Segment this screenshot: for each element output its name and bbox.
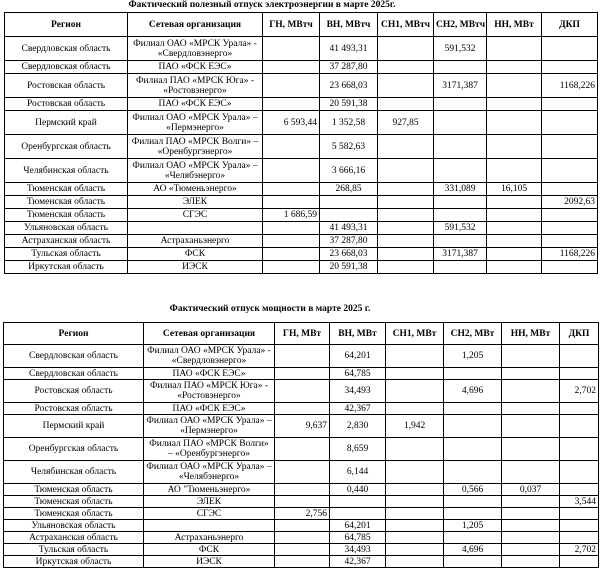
cell-dkp: [560, 556, 599, 568]
cell-region: Тюменская область: [4, 508, 144, 520]
cell-org: Филиал ПАО «МРСК Волги» – «Оренбургэнерго»: [128, 135, 263, 159]
cell-region: Ульяновская область: [4, 520, 144, 532]
cell-vn: 41 493,31: [320, 37, 378, 61]
cell-org: АО «Тюменьэнерго»: [128, 183, 263, 196]
cell-vn: 37 287,80: [320, 61, 378, 74]
cell-dkp: [560, 438, 599, 461]
cell-sn1: [386, 403, 444, 415]
cell-gn: [275, 438, 330, 461]
cell-sn1: 1,942: [386, 415, 444, 438]
table-row: [4, 556, 599, 568]
column-header-gn: ГН, МВтч: [263, 13, 320, 37]
cell-vn: 34,493: [330, 544, 386, 556]
cell-nn: [502, 461, 560, 484]
cell-region: Тюменская область: [5, 209, 128, 222]
cell-gn: [263, 159, 320, 183]
cell-dkp: [542, 37, 598, 61]
cell-nn: [502, 380, 560, 403]
cell-sn2: 591,532: [434, 37, 487, 61]
cell-gn: [263, 61, 320, 74]
column-header-sn1: СН1, МВтч: [378, 13, 434, 37]
cell-region: Пермский край: [4, 415, 144, 438]
cell-dkp: [542, 135, 598, 159]
cell-sn1: [378, 183, 434, 196]
cell-nn: [487, 248, 542, 261]
cell-sn1: [386, 556, 444, 568]
column-header-dkp: ДКП: [542, 13, 598, 37]
cell-gn: [275, 461, 330, 484]
cell-region: Свердловская область: [5, 61, 128, 74]
column-header-org: Сетевая организация: [144, 323, 275, 345]
column-header-org: Сетевая организация: [128, 13, 263, 37]
cell-region: Ростовская область: [4, 403, 144, 415]
cell-vn: 64,201: [330, 345, 386, 368]
cell-sn2: 4,696: [444, 544, 502, 556]
cell-region: Оренбургская область: [5, 135, 128, 159]
cell-vn: 6,144: [330, 461, 386, 484]
column-header-vn: ВН, МВтч: [320, 13, 378, 37]
cell-gn: [275, 484, 330, 496]
cell-dkp: [542, 209, 598, 222]
cell-vn: 20 591,38: [320, 98, 378, 111]
table-row: [4, 520, 599, 532]
cell-sn1: [386, 544, 444, 556]
cell-sn2: [444, 403, 502, 415]
cell-gn: [263, 235, 320, 248]
cell-vn: 8,659: [330, 438, 386, 461]
cell-region: Свердловская область: [5, 37, 128, 61]
cell-org: Филиал ПАО «МРСК Волги» – «Оренбургэнерго»: [144, 438, 275, 461]
table-row: [5, 196, 598, 209]
cell-org: Филиал ОАО «МРСК Урала» - «Свердловэнерго»: [128, 37, 263, 61]
cell-nn: [487, 37, 542, 61]
cell-sn2: [444, 438, 502, 461]
cell-region: Тульская область: [5, 248, 128, 261]
cell-org: Филиал ОАО «МРСК Урала» – «Пермэнерго»: [144, 415, 275, 438]
cell-org: ФСК: [128, 248, 263, 261]
cell-org: Филиал ОАО «МРСК Урала» - «Свердловэнерго»: [144, 345, 275, 368]
table-row: [4, 403, 599, 415]
table-row: [4, 415, 599, 438]
cell-nn: [502, 508, 560, 520]
cell-dkp: [542, 183, 598, 196]
cell-gn: [275, 380, 330, 403]
cell-org: ПАО «ФСК ЕЭС»: [144, 368, 275, 380]
cell-gn: [275, 544, 330, 556]
column-header-sn2: СН2, МВтч: [434, 13, 487, 37]
cell-vn: 37 287,80: [320, 235, 378, 248]
cell-nn: [502, 556, 560, 568]
table-row: [4, 496, 599, 508]
cell-dkp: [542, 222, 598, 235]
cell-org: ИЭСК: [144, 556, 275, 568]
table-row: [4, 345, 599, 368]
cell-region: Тюменская область: [5, 196, 128, 209]
cell-region: Тюменская область: [4, 484, 144, 496]
cell-gn: [263, 183, 320, 196]
cell-org: ПАО «ФСК ЕЭС»: [128, 61, 263, 74]
cell-region: Ростовская область: [5, 74, 128, 98]
cell-dkp: 2092,63: [542, 196, 598, 209]
cell-sn2: 591,532: [434, 222, 487, 235]
cell-dkp: [542, 98, 598, 111]
cell-region: Свердловская область: [4, 345, 144, 368]
cell-org: ПАО «ФСК ЕЭС»: [144, 403, 275, 415]
table-row: [5, 98, 598, 111]
table-row: [5, 37, 598, 61]
cell-gn: [263, 222, 320, 235]
column-header-gn: ГН, МВт: [275, 323, 330, 345]
cell-sn1: [386, 484, 444, 496]
cell-nn: 0,037: [502, 484, 560, 496]
cell-sn2: [444, 496, 502, 508]
cell-dkp: [542, 159, 598, 183]
cell-region: Свердловская область: [4, 368, 144, 380]
cell-sn2: [434, 135, 487, 159]
table-row: [4, 438, 599, 461]
cell-vn: 20 591,38: [320, 261, 378, 274]
cell-nn: [487, 159, 542, 183]
cell-dkp: [560, 461, 599, 484]
cell-org: Филиал ОАО «МРСК Урала» – «Пермэнерго»: [128, 111, 263, 135]
cell-vn: 3 666,16: [320, 159, 378, 183]
cell-vn: [320, 209, 378, 222]
cell-dkp: [560, 532, 599, 544]
cell-sn1: [378, 209, 434, 222]
table-row: [5, 222, 598, 235]
cell-region: Иркутская область: [5, 261, 128, 274]
cell-region: Челябинская область: [5, 159, 128, 183]
table-row: [4, 380, 599, 403]
cell-org: [144, 520, 275, 532]
cell-gn: [275, 532, 330, 544]
cell-dkp: [560, 403, 599, 415]
table-row: [5, 248, 598, 261]
table-row: [4, 508, 599, 520]
cell-nn: [487, 222, 542, 235]
cell-sn2: 3171,387: [434, 248, 487, 261]
cell-sn2: 3171,387: [434, 74, 487, 98]
cell-region: Иркутская область: [4, 556, 144, 568]
cell-sn1: [386, 496, 444, 508]
cell-dkp: [560, 508, 599, 520]
cell-sn1: [378, 98, 434, 111]
cell-sn1: [386, 380, 444, 403]
cell-region: Ульяновская область: [5, 222, 128, 235]
cell-sn1: [378, 222, 434, 235]
cell-gn: [263, 98, 320, 111]
cell-sn2: [434, 196, 487, 209]
cell-sn1: [378, 159, 434, 183]
cell-sn2: [434, 261, 487, 274]
cell-nn: [502, 544, 560, 556]
cell-region: Тюменская область: [4, 496, 144, 508]
cell-org: Филиал ПАО «МРСК Юга» - «Ростовэнерго»: [128, 74, 263, 98]
cell-sn1: [386, 520, 444, 532]
cell-gn: [275, 520, 330, 532]
cell-nn: [502, 403, 560, 415]
cell-gn: [263, 135, 320, 159]
cell-region: Оренбургская область: [4, 438, 144, 461]
cell-sn2: [444, 368, 502, 380]
cell-vn: 268,85: [320, 183, 378, 196]
cell-org: [128, 222, 263, 235]
cell-sn2: [434, 61, 487, 74]
cell-vn: 1 352,58: [320, 111, 378, 135]
cell-sn2: [434, 209, 487, 222]
power-table-title: Фактический отпуск мощности в марте 2025 г.: [169, 304, 371, 314]
cell-gn: [275, 496, 330, 508]
column-header-region: Регион: [5, 13, 128, 37]
cell-region: Астраханская область: [5, 235, 128, 248]
cell-sn2: [434, 159, 487, 183]
cell-org: ФСК: [144, 544, 275, 556]
cell-org: Филиал ОАО «МРСК Урала» – «Челябэнерго»: [144, 461, 275, 484]
cell-vn: 64,201: [330, 520, 386, 532]
cell-nn: [502, 368, 560, 380]
cell-gn: 2,756: [275, 508, 330, 520]
cell-vn: 5 582,63: [320, 135, 378, 159]
column-header-dkp: ДКП: [560, 323, 599, 345]
cell-sn2: 1,205: [444, 345, 502, 368]
table-row: [4, 461, 599, 484]
cell-sn2: [444, 556, 502, 568]
cell-vn: 34,493: [330, 380, 386, 403]
cell-region: Тюменская область: [5, 183, 128, 196]
table-row: [5, 235, 598, 248]
cell-region: Ростовская область: [4, 380, 144, 403]
cell-org: Астраханьэнерго: [128, 235, 263, 248]
column-header-sn2: СН2, МВт: [444, 323, 502, 345]
table-row: [5, 135, 598, 159]
cell-vn: 64,785: [330, 532, 386, 544]
cell-sn2: 331,089: [434, 183, 487, 196]
cell-nn: [487, 196, 542, 209]
cell-sn1: [378, 248, 434, 261]
cell-sn1: [386, 438, 444, 461]
cell-sn2: 4,696: [444, 380, 502, 403]
cell-gn: [263, 261, 320, 274]
table-row: [4, 544, 599, 556]
cell-region: Пермский край: [5, 111, 128, 135]
cell-sn2: [444, 461, 502, 484]
table-row: [5, 261, 598, 274]
cell-gn: [275, 345, 330, 368]
cell-org: ЭЛЕК: [144, 496, 275, 508]
cell-vn: 0,440: [330, 484, 386, 496]
cell-org: Филиал ОАО «МРСК Урала» – «Челябэнерго»: [128, 159, 263, 183]
cell-vn: 2,830: [330, 415, 386, 438]
cell-vn: 23 668,03: [320, 74, 378, 98]
cell-vn: 64,785: [330, 368, 386, 380]
table-row: [4, 484, 599, 496]
cell-gn: [263, 74, 320, 98]
cell-gn: [275, 368, 330, 380]
column-header-vn: ВН, МВт: [330, 323, 386, 345]
cell-org: ПАО «ФСК ЕЭС»: [128, 98, 263, 111]
cell-sn1: [378, 261, 434, 274]
cell-nn: [487, 111, 542, 135]
cell-sn1: [386, 461, 444, 484]
cell-sn1: [378, 196, 434, 209]
cell-sn1: [378, 135, 434, 159]
cell-org: СГЭС: [144, 508, 275, 520]
cell-sn2: 0,566: [444, 484, 502, 496]
cell-dkp: [542, 235, 598, 248]
table-row: [5, 74, 598, 98]
cell-org: Филиал ПАО «МРСК Юга» - «Ростовэнерго»: [144, 380, 275, 403]
cell-nn: 16,105: [487, 183, 542, 196]
cell-dkp: 2,702: [560, 544, 599, 556]
cell-nn: [487, 74, 542, 98]
cell-sn2: [444, 508, 502, 520]
column-header-nn: НН, МВт: [487, 13, 542, 37]
cell-nn: [487, 135, 542, 159]
cell-sn1: [386, 368, 444, 380]
table-row: [5, 183, 598, 196]
cell-dkp: 2,702: [560, 380, 599, 403]
cell-sn1: [378, 74, 434, 98]
cell-nn: [487, 235, 542, 248]
cell-dkp: [542, 111, 598, 135]
cell-sn2: [444, 415, 502, 438]
cell-vn: [320, 196, 378, 209]
table-row: [4, 532, 599, 544]
cell-dkp: 1168,226: [542, 74, 598, 98]
cell-sn1: [378, 61, 434, 74]
cell-dkp: [560, 520, 599, 532]
power-header-row: [4, 323, 599, 345]
cell-nn: [502, 415, 560, 438]
cell-sn2: [444, 532, 502, 544]
cell-sn1: [386, 508, 444, 520]
cell-vn: 23 668,03: [320, 248, 378, 261]
cell-dkp: 1168,226: [542, 248, 598, 261]
cell-vn: 42,367: [330, 556, 386, 568]
cell-dkp: 3,544: [560, 496, 599, 508]
cell-gn: [263, 196, 320, 209]
cell-region: Челябинская область: [4, 461, 144, 484]
cell-region: Астраханская область: [4, 532, 144, 544]
energy-table-title: Фактический полезный отпуск электроэнергии в марте 2025г.: [128, 0, 396, 10]
table-row: [5, 111, 598, 135]
cell-sn2: [434, 235, 487, 248]
cell-sn1: 927,85: [378, 111, 434, 135]
energy-table: [4, 12, 598, 274]
cell-org: ЭЛЕК: [128, 196, 263, 209]
column-header-sn1: СН1, МВт: [386, 323, 444, 345]
cell-org: СГЭС: [128, 209, 263, 222]
cell-dkp: [542, 261, 598, 274]
cell-sn2: [434, 111, 487, 135]
cell-gn: [275, 403, 330, 415]
cell-org: ИЭСК: [128, 261, 263, 274]
cell-sn1: [386, 532, 444, 544]
cell-gn: 6 593,44: [263, 111, 320, 135]
cell-gn: 9,637: [275, 415, 330, 438]
cell-nn: [502, 438, 560, 461]
cell-org: АО "Тюменьэнерго»: [144, 484, 275, 496]
cell-nn: [502, 532, 560, 544]
cell-sn1: [386, 345, 444, 368]
table-row: [5, 61, 598, 74]
table-row: [5, 209, 598, 222]
power-table: [3, 322, 599, 568]
cell-dkp: [560, 345, 599, 368]
cell-dkp: [542, 61, 598, 74]
cell-region: Тульская область: [4, 544, 144, 556]
cell-sn2: [434, 98, 487, 111]
cell-nn: [487, 261, 542, 274]
column-header-region: Регион: [4, 323, 144, 345]
cell-dkp: [560, 484, 599, 496]
cell-vn: 42,367: [330, 403, 386, 415]
energy-header-row: [5, 13, 598, 37]
cell-gn: [263, 248, 320, 261]
cell-sn2: 1,205: [444, 520, 502, 532]
cell-nn: [487, 98, 542, 111]
cell-gn: [275, 556, 330, 568]
cell-vn: [330, 496, 386, 508]
cell-nn: [502, 496, 560, 508]
cell-region: Ростовская область: [5, 98, 128, 111]
cell-vn: 41 493,31: [320, 222, 378, 235]
cell-gn: 1 686,59: [263, 209, 320, 222]
cell-nn: [487, 209, 542, 222]
cell-nn: [487, 61, 542, 74]
column-header-nn: НН, МВт: [502, 323, 560, 345]
cell-gn: [263, 37, 320, 61]
cell-org: Астраханьэнерго: [144, 532, 275, 544]
cell-sn1: [378, 37, 434, 61]
table-row: [4, 368, 599, 380]
cell-dkp: [560, 415, 599, 438]
cell-vn: [330, 508, 386, 520]
cell-sn1: [378, 235, 434, 248]
cell-nn: [502, 520, 560, 532]
cell-dkp: [560, 368, 599, 380]
table-row: [5, 159, 598, 183]
cell-nn: [502, 345, 560, 368]
